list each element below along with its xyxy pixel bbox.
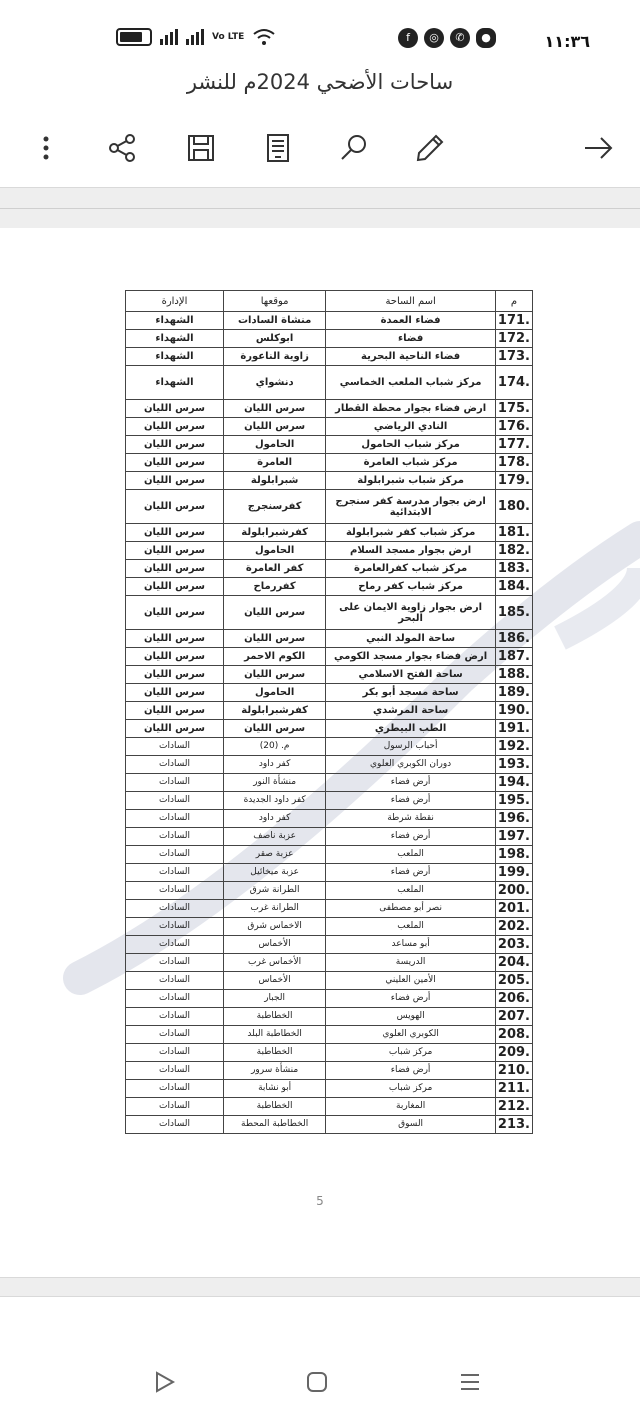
cell-loc: الجبار bbox=[223, 990, 325, 1008]
forward-arrow-icon[interactable] bbox=[578, 128, 618, 168]
cell-name: مركز شباب bbox=[326, 1044, 496, 1062]
cell-name: الطب البيطري bbox=[326, 720, 496, 738]
cell-adm: السادات bbox=[126, 1062, 224, 1080]
table-row bbox=[126, 1044, 533, 1062]
page-separator bbox=[0, 187, 640, 229]
cell-name: الملعب bbox=[326, 918, 496, 936]
table-row bbox=[126, 418, 533, 436]
search-icon[interactable] bbox=[334, 128, 374, 168]
cell-name: أبو مساعد bbox=[326, 936, 496, 954]
cell-loc: الكوم الاحمر bbox=[223, 648, 325, 666]
table-row bbox=[126, 774, 533, 792]
lte-label: Vo LTE bbox=[212, 31, 245, 42]
cell-num: 184. bbox=[495, 578, 532, 596]
table-row bbox=[126, 666, 533, 684]
cell-adm: سرس الليان bbox=[126, 578, 224, 596]
cell-num: 183. bbox=[495, 560, 532, 578]
table-row bbox=[126, 454, 533, 472]
table-row bbox=[126, 436, 533, 454]
cell-loc: كفر داود bbox=[223, 810, 325, 828]
cell-num: 176. bbox=[495, 418, 532, 436]
cell-name: ارض فضاء بجوار محطة القطار bbox=[326, 400, 496, 418]
table-row bbox=[126, 542, 533, 560]
cell-loc: سرس الليان bbox=[223, 630, 325, 648]
cell-name: المغاربة bbox=[326, 1098, 496, 1116]
cell-name: السوق bbox=[326, 1116, 496, 1134]
cell-num: 174. bbox=[495, 366, 532, 400]
cell-name: مركز شباب الملعب الخماسي bbox=[326, 366, 496, 400]
cell-num: 196. bbox=[495, 810, 532, 828]
cell-name: مركز شباب كفر رماح bbox=[326, 578, 496, 596]
page-separator-bottom bbox=[0, 1277, 640, 1297]
cell-num: 212. bbox=[495, 1098, 532, 1116]
cell-loc: كفر العامرة bbox=[223, 560, 325, 578]
cell-adm: السادات bbox=[126, 828, 224, 846]
home-square-icon[interactable] bbox=[297, 1362, 337, 1402]
table-row bbox=[126, 918, 533, 936]
cell-adm: الشهداء bbox=[126, 330, 224, 348]
table-row bbox=[126, 972, 533, 990]
cell-name: مركز شباب العامرة bbox=[326, 454, 496, 472]
share-icon[interactable] bbox=[102, 128, 142, 168]
cell-loc: زاوية الناعورة bbox=[223, 348, 325, 366]
cell-adm: السادات bbox=[126, 900, 224, 918]
cell-loc: سرس الليان bbox=[223, 666, 325, 684]
table-row bbox=[126, 828, 533, 846]
cell-name: أرض فضاء bbox=[326, 828, 496, 846]
cell-loc: العامرة bbox=[223, 454, 325, 472]
cell-name: أحباب الرسول bbox=[326, 738, 496, 756]
cell-num: 182. bbox=[495, 542, 532, 560]
cell-loc: ابوكلس bbox=[223, 330, 325, 348]
cell-num: 178. bbox=[495, 454, 532, 472]
facebook-icon: f bbox=[398, 28, 418, 48]
signal-icon bbox=[160, 29, 178, 45]
cell-adm: سرس الليان bbox=[126, 400, 224, 418]
cell-loc: الخطاطبة bbox=[223, 1098, 325, 1116]
cell-num: 210. bbox=[495, 1062, 532, 1080]
wifi-icon bbox=[252, 28, 276, 46]
cell-num: 171. bbox=[495, 312, 532, 330]
cell-name: فضاء bbox=[326, 330, 496, 348]
cell-name: مركز شباب الحامول bbox=[326, 436, 496, 454]
cell-name: ساحة المولد النبي bbox=[326, 630, 496, 648]
status-bar bbox=[0, 0, 640, 62]
cell-adm: السادات bbox=[126, 1026, 224, 1044]
table-row bbox=[126, 1026, 533, 1044]
cell-name: فضاء الناحية البحرية bbox=[326, 348, 496, 366]
cell-adm: السادات bbox=[126, 756, 224, 774]
cell-adm: السادات bbox=[126, 1080, 224, 1098]
cell-num: 193. bbox=[495, 756, 532, 774]
cell-adm: السادات bbox=[126, 954, 224, 972]
cell-num: 200. bbox=[495, 882, 532, 900]
cell-name: أرض فضاء bbox=[326, 792, 496, 810]
cell-num: 197. bbox=[495, 828, 532, 846]
battery-icon bbox=[116, 28, 152, 46]
cell-name: أرض فضاء bbox=[326, 774, 496, 792]
cell-num: 188. bbox=[495, 666, 532, 684]
cell-adm: السادات bbox=[126, 1116, 224, 1134]
cell-num: 198. bbox=[495, 846, 532, 864]
cell-name: الملعب bbox=[326, 846, 496, 864]
cell-adm: السادات bbox=[126, 918, 224, 936]
table-row bbox=[126, 648, 533, 666]
status-time: ١١:٣٦ bbox=[544, 32, 590, 51]
cell-loc: سرس الليان bbox=[223, 400, 325, 418]
table-row bbox=[126, 936, 533, 954]
cell-name: ساحة الفتح الاسلامي bbox=[326, 666, 496, 684]
cell-name: فضاء العمدة bbox=[326, 312, 496, 330]
cell-num: 175. bbox=[495, 400, 532, 418]
cell-num: 172. bbox=[495, 330, 532, 348]
cell-name: مركز شباب شبرابلولة bbox=[326, 472, 496, 490]
status-notification-icons bbox=[398, 28, 496, 48]
cell-adm: سرس الليان bbox=[126, 596, 224, 630]
cell-num: 199. bbox=[495, 864, 532, 882]
table-row bbox=[126, 1008, 533, 1026]
cell-num: 203. bbox=[495, 936, 532, 954]
cell-adm: السادات bbox=[126, 774, 224, 792]
cell-adm: السادات bbox=[126, 1044, 224, 1062]
cell-num: 186. bbox=[495, 630, 532, 648]
cell-name: مركز شباب كفر شبرابلولة bbox=[326, 524, 496, 542]
table-row bbox=[126, 560, 533, 578]
cell-loc: كفرشبرابلولة bbox=[223, 702, 325, 720]
header-administration: الإدارة bbox=[126, 291, 224, 312]
cell-name: نصر أبو مصطفى bbox=[326, 900, 496, 918]
cell-adm: الشهداء bbox=[126, 348, 224, 366]
back-triangle-icon[interactable] bbox=[144, 1362, 184, 1402]
cell-adm: سرس الليان bbox=[126, 684, 224, 702]
document-title: ساحات الأضحي 2024م للنشر bbox=[186, 70, 454, 94]
cell-num: 201. bbox=[495, 900, 532, 918]
table-row bbox=[126, 524, 533, 542]
edit-icon[interactable] bbox=[410, 128, 450, 168]
document-icon[interactable] bbox=[258, 128, 298, 168]
cell-adm: السادات bbox=[126, 1008, 224, 1026]
cell-adm: السادات bbox=[126, 810, 224, 828]
table-row bbox=[126, 810, 533, 828]
cell-name: النادي الرياضي bbox=[326, 418, 496, 436]
navigation-bar bbox=[0, 1340, 640, 1421]
table-row bbox=[126, 578, 533, 596]
table-header-row bbox=[126, 291, 533, 312]
table-body bbox=[126, 312, 533, 1134]
header-name: اسم الساحة bbox=[326, 291, 496, 312]
table-row bbox=[126, 756, 533, 774]
cell-adm: الشهداء bbox=[126, 312, 224, 330]
cell-adm: سرس الليان bbox=[126, 542, 224, 560]
cell-loc: الأخماس غرب bbox=[223, 954, 325, 972]
cell-loc: الاخماس شرق bbox=[223, 918, 325, 936]
squares-table bbox=[125, 290, 533, 1134]
cell-adm: سرس الليان bbox=[126, 418, 224, 436]
cell-num: 179. bbox=[495, 472, 532, 490]
cell-name: الدريسة bbox=[326, 954, 496, 972]
cell-loc: سرس الليان bbox=[223, 720, 325, 738]
cell-loc: الحامول bbox=[223, 436, 325, 454]
status-left-icons bbox=[116, 28, 276, 46]
cell-loc: كفر داود bbox=[223, 756, 325, 774]
table-row bbox=[126, 472, 533, 490]
table-row bbox=[126, 366, 533, 400]
cell-num: 213. bbox=[495, 1116, 532, 1134]
cell-num: 206. bbox=[495, 990, 532, 1008]
table-row bbox=[126, 1080, 533, 1098]
table-row bbox=[126, 882, 533, 900]
cell-loc: منشاة السادات bbox=[223, 312, 325, 330]
cell-adm: السادات bbox=[126, 792, 224, 810]
cell-loc: كفرشبرابلولة bbox=[223, 524, 325, 542]
cell-name: أرض فضاء bbox=[326, 1062, 496, 1080]
cell-num: 192. bbox=[495, 738, 532, 756]
table-row bbox=[126, 1098, 533, 1116]
table-row bbox=[126, 1116, 533, 1134]
cell-adm: الشهداء bbox=[126, 366, 224, 400]
table-row bbox=[126, 720, 533, 738]
cell-loc: سرس الليان bbox=[223, 418, 325, 436]
cell-adm: السادات bbox=[126, 882, 224, 900]
more-vert-icon[interactable] bbox=[26, 128, 66, 168]
cell-name: ارض بجوار زاوية الايمان على البحر bbox=[326, 596, 496, 630]
cell-loc: عزبة ميخائيل bbox=[223, 864, 325, 882]
cell-name: ساحة المرشدي bbox=[326, 702, 496, 720]
cell-num: 189. bbox=[495, 684, 532, 702]
table-row bbox=[126, 846, 533, 864]
cell-adm: السادات bbox=[126, 846, 224, 864]
cell-adm: السادات bbox=[126, 990, 224, 1008]
cell-adm: سرس الليان bbox=[126, 490, 224, 524]
cell-num: 190. bbox=[495, 702, 532, 720]
cell-name: أرض فضاء bbox=[326, 864, 496, 882]
document-page[interactable] bbox=[0, 228, 640, 1276]
cell-loc: كفررماح bbox=[223, 578, 325, 596]
cell-num: 202. bbox=[495, 918, 532, 936]
cell-loc: الحامول bbox=[223, 542, 325, 560]
cell-name: دوران الكوبري العلوي bbox=[326, 756, 496, 774]
cell-loc: كفرسنجرج bbox=[223, 490, 325, 524]
cell-adm: سرس الليان bbox=[126, 524, 224, 542]
cell-name: ارض فضاء بجوار مسجد الكومي bbox=[326, 648, 496, 666]
cell-num: 208. bbox=[495, 1026, 532, 1044]
table-row bbox=[126, 596, 533, 630]
cell-adm: السادات bbox=[126, 936, 224, 954]
cell-num: 205. bbox=[495, 972, 532, 990]
cell-num: 180. bbox=[495, 490, 532, 524]
cell-name: ارض بجوار مدرسة كفر سنجرج الابتدائية bbox=[326, 490, 496, 524]
cell-adm: سرس الليان bbox=[126, 666, 224, 684]
cell-loc: م. (20) bbox=[223, 738, 325, 756]
cell-num: 204. bbox=[495, 954, 532, 972]
cell-adm: سرس الليان bbox=[126, 720, 224, 738]
cell-num: 211. bbox=[495, 1080, 532, 1098]
cell-loc: عزبة ناصف bbox=[223, 828, 325, 846]
cell-adm: سرس الليان bbox=[126, 648, 224, 666]
cell-adm: السادات bbox=[126, 738, 224, 756]
table-row bbox=[126, 400, 533, 418]
table-row bbox=[126, 702, 533, 720]
header-num: م bbox=[495, 291, 532, 312]
cell-loc: شبرابلولة bbox=[223, 472, 325, 490]
table-row bbox=[126, 738, 533, 756]
cell-name: مركز شباب bbox=[326, 1080, 496, 1098]
cell-loc: الأخماس bbox=[223, 972, 325, 990]
cell-name: الهويس bbox=[326, 1008, 496, 1026]
cell-name: الكوبري العلوي bbox=[326, 1026, 496, 1044]
cell-loc: الأخماس bbox=[223, 936, 325, 954]
recents-lines-icon[interactable] bbox=[450, 1362, 490, 1402]
cell-num: 185. bbox=[495, 596, 532, 630]
cell-name: مركز شباب كفرالعامرة bbox=[326, 560, 496, 578]
cell-adm: سرس الليان bbox=[126, 630, 224, 648]
cell-loc: الطرانة غرب bbox=[223, 900, 325, 918]
cell-adm: سرس الليان bbox=[126, 436, 224, 454]
signal-icon-2 bbox=[186, 29, 204, 45]
cell-num: 194. bbox=[495, 774, 532, 792]
cell-loc: الخطاطبة bbox=[223, 1008, 325, 1026]
table-row bbox=[126, 312, 533, 330]
header-location: موقعها bbox=[223, 291, 325, 312]
cell-adm: السادات bbox=[126, 864, 224, 882]
cell-loc: منشأة سرور bbox=[223, 1062, 325, 1080]
messenger-icon: ◎ bbox=[424, 28, 444, 48]
cell-loc: الخطاطبة bbox=[223, 1044, 325, 1062]
save-icon[interactable] bbox=[181, 128, 221, 168]
cell-name: الأمين العليني bbox=[326, 972, 496, 990]
cell-name: الملعب bbox=[326, 882, 496, 900]
cell-adm: سرس الليان bbox=[126, 472, 224, 490]
cell-adm: السادات bbox=[126, 972, 224, 990]
cell-loc: كفر داود الجديدة bbox=[223, 792, 325, 810]
whatsapp-icon: ✆ bbox=[450, 28, 470, 48]
table-row bbox=[126, 864, 533, 882]
cell-loc: دنشواي bbox=[223, 366, 325, 400]
cell-num: 207. bbox=[495, 1008, 532, 1026]
table-row bbox=[126, 1062, 533, 1080]
cell-name: ارض بجوار مسجد السلام bbox=[326, 542, 496, 560]
page-number: 5 bbox=[316, 1194, 324, 1208]
cell-loc: عزبة صقر bbox=[223, 846, 325, 864]
table-row bbox=[126, 490, 533, 524]
cell-loc: الخطاطبة المحطة bbox=[223, 1116, 325, 1134]
cell-name: نقطة شرطة bbox=[326, 810, 496, 828]
cell-num: 181. bbox=[495, 524, 532, 542]
cell-name: أرض فضاء bbox=[326, 990, 496, 1008]
cell-loc: الحامول bbox=[223, 684, 325, 702]
table-row bbox=[126, 900, 533, 918]
table-row bbox=[126, 954, 533, 972]
table-row bbox=[126, 348, 533, 366]
cell-loc: الخطاطبة البلد bbox=[223, 1026, 325, 1044]
cell-adm: سرس الليان bbox=[126, 454, 224, 472]
cell-adm: السادات bbox=[126, 1098, 224, 1116]
toolbar bbox=[0, 120, 640, 174]
cell-adm: سرس الليان bbox=[126, 702, 224, 720]
cell-name: ساحة مسجد أبو بكر bbox=[326, 684, 496, 702]
cell-adm: سرس الليان bbox=[126, 560, 224, 578]
table-row bbox=[126, 792, 533, 810]
cell-num: 209. bbox=[495, 1044, 532, 1062]
chat-icon: ● bbox=[476, 28, 496, 48]
cell-num: 187. bbox=[495, 648, 532, 666]
cell-loc: سرس الليان bbox=[223, 596, 325, 630]
cell-num: 177. bbox=[495, 436, 532, 454]
cell-num: 191. bbox=[495, 720, 532, 738]
cell-loc: الطرانة شرق bbox=[223, 882, 325, 900]
cell-loc: أبو نشابة bbox=[223, 1080, 325, 1098]
table-row bbox=[126, 990, 533, 1008]
cell-loc: منشأة النور bbox=[223, 774, 325, 792]
table-row bbox=[126, 630, 533, 648]
table-row bbox=[126, 330, 533, 348]
cell-num: 173. bbox=[495, 348, 532, 366]
cell-num: 195. bbox=[495, 792, 532, 810]
table-row bbox=[126, 684, 533, 702]
